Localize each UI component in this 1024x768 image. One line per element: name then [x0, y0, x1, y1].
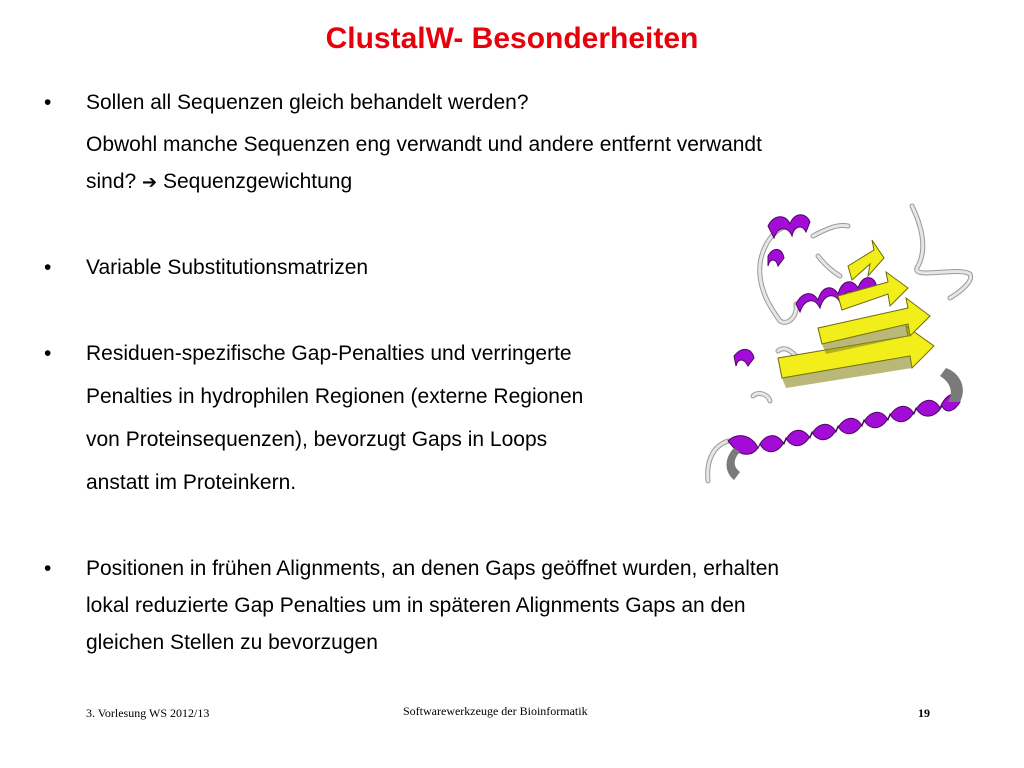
footer-course: Softwarewerkzeuge der Bioinformatik [403, 704, 588, 718]
bullet-1-line-2: Obwohl manche Sequenzen eng verwandt und andere entfernt verwandt [86, 133, 762, 156]
bullet-4-line-3: gleichen Stellen zu bevorzugen [86, 631, 378, 654]
slide-title: ClustalW- Besonderheiten [325, 22, 699, 55]
protein-structure-image [698, 196, 988, 488]
bullet-3-line-4: anstatt im Proteinkern. [86, 471, 297, 494]
bullet-3-line-2: Penalties in hydrophilen Regionen (externe Regionen [86, 385, 584, 408]
page-number: 19 [918, 706, 930, 720]
bullet-4-line-2: lokal reduzierte Gap Penalties um in späteren Alignments Gaps an den [86, 594, 746, 617]
bullet-4-line-1: Positionen in frühen Alignments, an denen Gaps geöffnet wurden, erhalten [86, 557, 780, 580]
bullet-marker: • [44, 91, 52, 114]
bullet-1-question: sind? [86, 170, 137, 193]
bullet-1-result: Sequenzgewichtung [162, 170, 353, 193]
bullet-marker: • [44, 557, 52, 580]
bullet-2-line-1: Variable Substitutionsmatrizen [86, 256, 369, 279]
arrow-right-icon: ➔ [142, 172, 158, 193]
bullet-3-line-1: Residuen-spezifische Gap-Penalties und verringerte [86, 342, 572, 365]
bullet-3-line-3: von Proteinsequenzen), bevorzugt Gaps in Loops [86, 428, 548, 451]
bullet-marker: • [44, 256, 52, 279]
bullet-1-line-3 [86, 170, 352, 195]
bullet-1-line-1: Sollen all Sequenzen gleich behandelt werden? [86, 91, 529, 114]
footer-lecture: 3. Vorlesung WS 2012/13 [86, 706, 210, 720]
bullet-marker: • [44, 342, 52, 365]
